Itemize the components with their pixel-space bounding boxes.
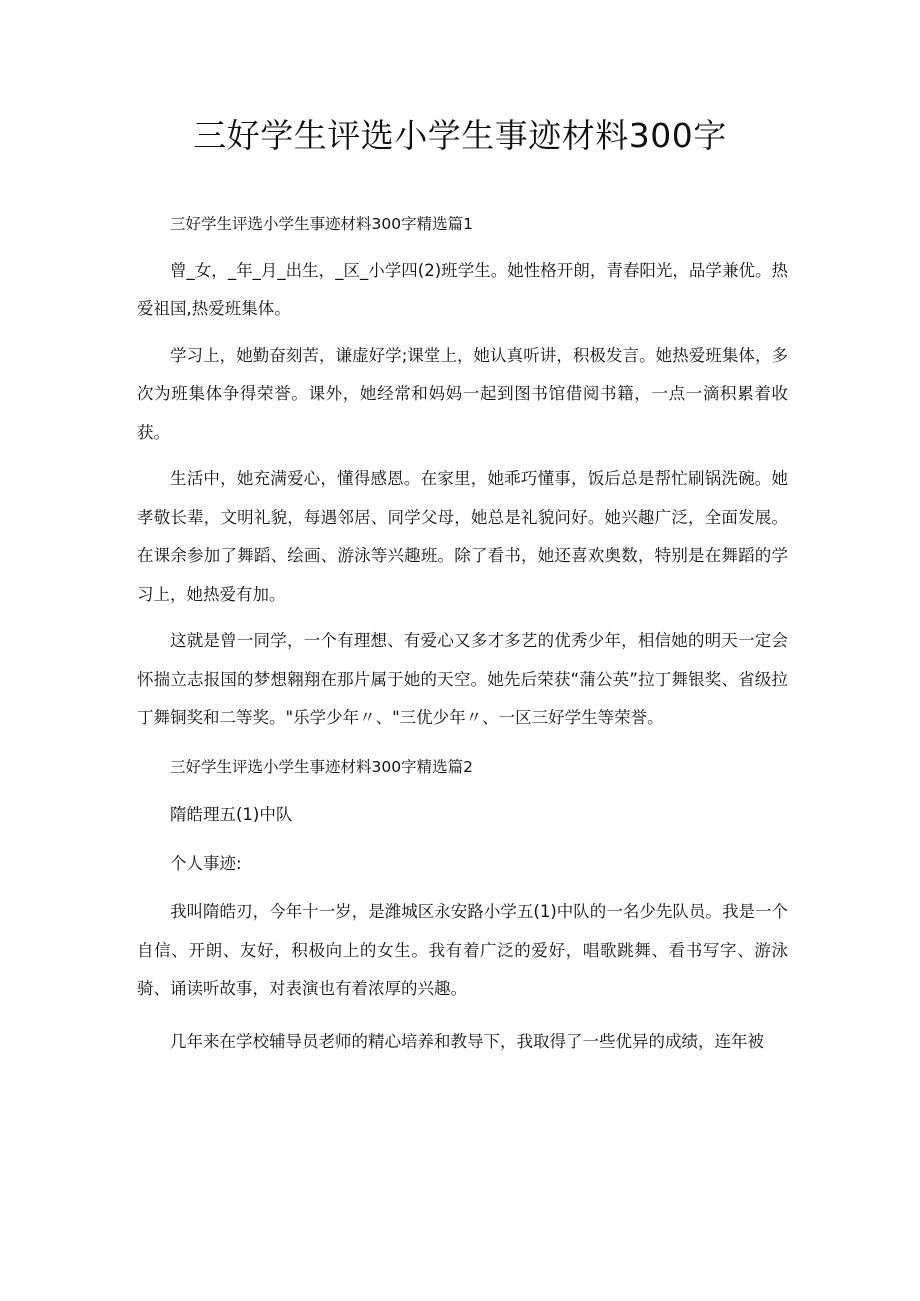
section-2-paragraph-1: 我叫隋皓刃，今年十一岁，是潍城区永安路小学五(1)中队的一名少先队员。我是一个自信、开朗、友好，积极向上的女生。我有着广泛的爱好，唱歌跳舞、看书写字、游泳骑、诵读听故事，对表演也有着浓厚的兴趣。 — [137, 902, 788, 998]
document-title: 三好学生评选小学生事迹材料300字 — [193, 116, 727, 155]
section-1-heading: 三好学生评选小学生事迹材料300字精选篇1 — [170, 215, 473, 233]
section-1-paragraph-4: 这就是曾一同学，一个有理想、有爱心又多才多艺的优秀少年，相信她的明天一定会怀揣立志报国的梦想翱翔在那片属于她的天空。她先后荣获“蒲公英”拉丁舞银奖、省级拉丁舞铜奖和二等奖。"乐学少年〃、"三优少年〃、一区三好学生等荣誉。 — [137, 631, 788, 727]
section-2-paragraph-2: 几年来在学校辅导员老师的精心培养和教导下，我取得了一些优异的成绩，连年被 — [170, 1031, 764, 1051]
document-body — [137, 205, 788, 1061]
section-2-label: 个人事迹: — [170, 853, 242, 873]
section-1-paragraph-2: 学习上，她勤奋刻苦，谦虚好学;课堂上，她认真听讲，积极发言。她热爱班集体，多次为班集体争得荣誉。课外，她经常和妈妈一起到图书馆借阅书籍，一点一滴积累着收获。 — [137, 345, 788, 442]
section-1-paragraph-1: 曾_女，_年_月_出生，_区_小学四(2)班学生。她性格开朗，青春阳光，品学兼优。热爱祖国,热爱班集体。 — [137, 260, 788, 318]
section-2-subheading: 隋皓理五(1)中队 — [170, 805, 293, 824]
section-1-paragraph-3: 生活中，她充满爱心，懂得感恩。在家里，她乖巧懂事，饭后总是帮忙刷锅洗碗。她孝敬长辈，文明礼貌，每遇邻居、同学父母，她总是礼貌问好。她兴趣广泛，全面发展。在课余参加了舞蹈、绘画、游泳等兴趣班。除了看书，她还喜欢奥数，特别是在舞蹈的学习上，她热爱有加。 — [137, 469, 788, 604]
section-2-heading: 三好学生评选小学生事迹材料300字精选篇2 — [170, 757, 473, 776]
